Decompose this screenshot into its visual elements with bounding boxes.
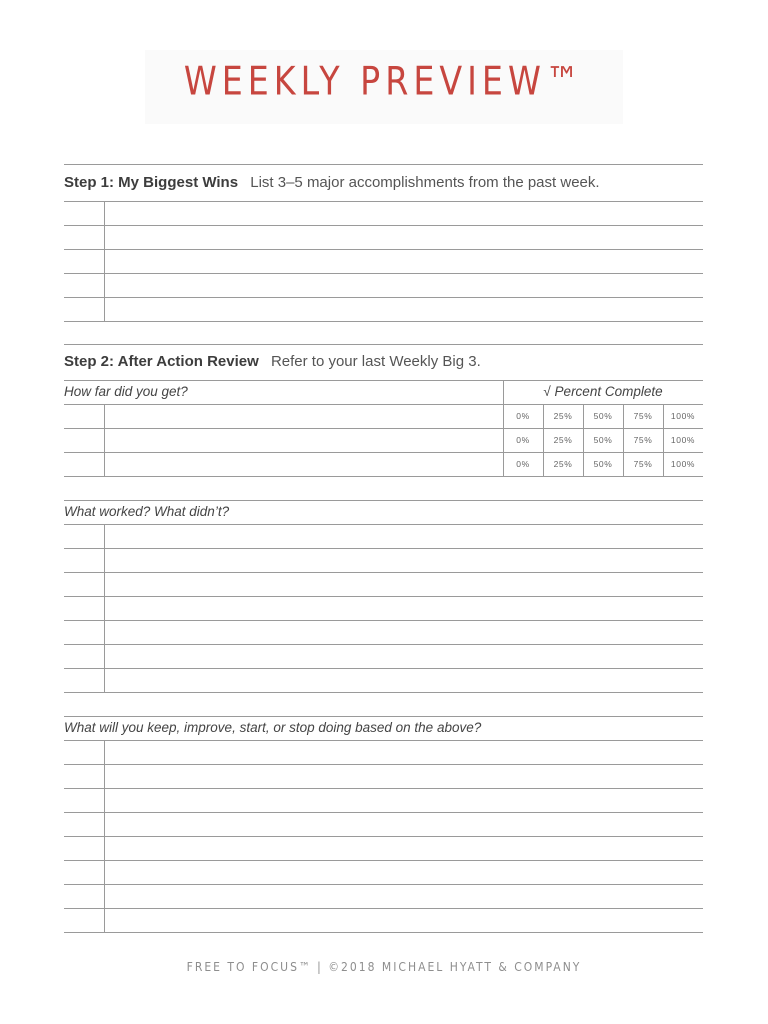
writing-line[interactable] [105,741,703,764]
step1-label: Step 1: My Biggest Wins [64,174,239,191]
ruled-line [64,321,703,322]
percent-option[interactable]: 50% [593,459,613,469]
percent-option[interactable]: 25% [553,459,573,469]
big3-item-line[interactable] [105,405,502,428]
divider [64,164,703,165]
percent-option[interactable]: 0% [516,459,530,469]
writing-line[interactable] [105,885,703,908]
ruled-line [64,692,703,693]
writing-line[interactable] [105,549,703,572]
divider [64,500,703,501]
column-divider [583,404,584,476]
writing-line[interactable] [105,813,703,836]
divider [64,716,703,717]
writing-line[interactable] [105,202,703,225]
percent-option[interactable]: 100% [670,435,696,445]
big3-item-line[interactable] [105,453,502,476]
percent-option[interactable]: 25% [553,435,573,445]
writing-line[interactable] [105,226,703,249]
percent-option[interactable]: 100% [670,459,696,469]
percent-option[interactable]: 75% [633,411,653,421]
writing-line[interactable] [105,837,703,860]
writing-line[interactable] [105,525,703,548]
percent-option[interactable]: 50% [593,411,613,421]
writing-line[interactable] [105,645,703,668]
step2-label: Step 2: After Action Review [64,353,259,370]
column-divider [543,404,544,476]
percent-option[interactable]: 75% [633,459,653,469]
percent-complete-header: √ Percent Complete [543,384,663,399]
writing-line[interactable] [105,669,703,692]
percent-option[interactable]: 50% [593,435,613,445]
writing-line[interactable] [105,573,703,596]
divider [64,380,703,381]
percent-option[interactable]: 100% [670,411,696,421]
percent-option[interactable]: 25% [553,411,573,421]
writing-line[interactable] [105,621,703,644]
step2-heading [64,353,481,370]
percent-option[interactable]: 0% [516,411,530,421]
writing-line[interactable] [105,765,703,788]
page-title: WEEKLY PREVIEW™ [183,58,585,105]
writing-line[interactable] [105,298,703,321]
writing-line[interactable] [105,909,703,932]
column-divider [623,404,624,476]
ruled-line [64,932,703,933]
step1-description: List 3–5 major accomplishments from the past week. [250,174,600,191]
column-divider [663,404,664,476]
column-divider [104,740,105,932]
progress-question: How far did you get? [64,384,188,399]
column-divider [104,524,105,692]
writing-line[interactable] [105,861,703,884]
big3-item-line[interactable] [105,429,502,452]
writing-line[interactable] [105,789,703,812]
worked-question: What worked? What didn’t? [64,504,230,519]
step2-description: Refer to your last Weekly Big 3. [270,353,481,370]
writing-line[interactable] [105,597,703,620]
percent-option[interactable]: 75% [633,435,653,445]
writing-line[interactable] [105,250,703,273]
footer-copyright: FREE TO FOCUS™ | ©2018 MICHAEL HYATT & COMPANY [186,960,582,974]
percent-option[interactable]: 0% [516,435,530,445]
ruled-line [64,476,703,477]
divider [64,344,703,345]
step1-heading [64,174,600,191]
column-divider [104,201,105,321]
writing-line[interactable] [105,274,703,297]
keep-question: What will you keep, improve, start, or stop doing based on the above? [64,720,482,735]
